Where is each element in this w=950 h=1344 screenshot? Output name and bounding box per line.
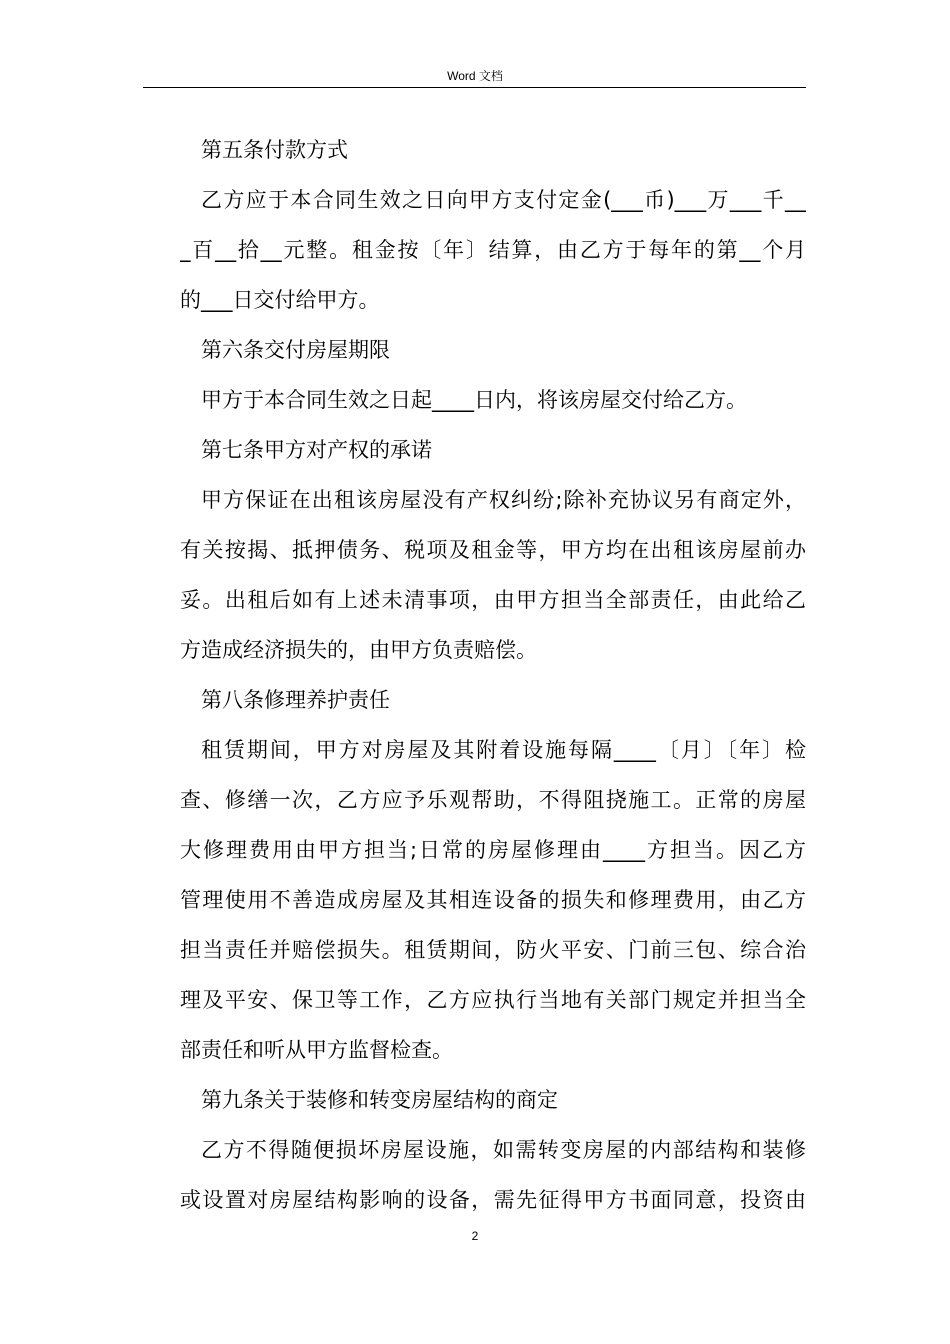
text-line: 租赁期间，甲方对房屋及其附着设施每隔____〔月〕〔年〕检 xyxy=(201,738,806,762)
text-line: 大修理费用由甲方担当;日常的房屋修理由____方担当。因乙方 xyxy=(180,838,806,862)
document-body xyxy=(180,125,806,1225)
text-line: 第九条关于装修和转变房屋结构的商定 xyxy=(201,1088,558,1112)
text-line: 甲方保证在出租该房屋没有产权纠纷;除补充协议另有商定外， xyxy=(201,488,806,512)
text-line: 第六条交付房屋期限 xyxy=(201,338,390,362)
text-line: 或设置对房屋结构影响的设备，需先征得甲方书面同意，投资由 xyxy=(180,1188,806,1212)
text-line: 第八条修理养护责任 xyxy=(201,688,390,712)
text-line: 的___日交付给甲方。 xyxy=(180,288,380,312)
text-line: 第五条付款方式 xyxy=(201,138,348,162)
text-line: 担当责任并赔偿损失。租赁期间，防火平安、门前三包、综合治 xyxy=(180,938,806,962)
text-line: 乙方不得随便损坏房屋设施，如需转变房屋的内部结构和装修 xyxy=(201,1138,806,1162)
text-line: 乙方应于本合同生效之日向甲方支付定金(___币)___万___千__ xyxy=(201,188,806,212)
text-line: 方造成经济损失的，由甲方负责赔偿。 xyxy=(180,638,537,662)
text-line: 有关按揭、抵押债务、税项及租金等，甲方均在出租该房屋前办 xyxy=(180,538,806,562)
text-line: 查、修缮一次，乙方应予乐观帮助，不得阻挠施工。正常的房屋 xyxy=(180,788,806,812)
text-line: 理及平安、保卫等工作，乙方应执行当地有关部门规定并担当全 xyxy=(180,988,806,1012)
text-line: 妥。出租后如有上述未清事项，由甲方担当全部责任，由此给乙 xyxy=(180,588,806,612)
text-line: 部责任和听从甲方监督检查。 xyxy=(180,1038,453,1062)
page-number: 2 xyxy=(471,1229,479,1243)
text-line: 第七条甲方对产权的承诺 xyxy=(201,438,432,462)
header-divider xyxy=(143,87,806,88)
text-line: 管理使用不善造成房屋及其相连设备的损失和修理费用，由乙方 xyxy=(180,888,806,912)
text-line: _百__拾__元整。租金按〔年〕结算，由乙方于每年的第__个月 xyxy=(180,238,806,262)
document-header-title: Word 文档 xyxy=(447,69,503,83)
text-line: 甲方于本合同生效之日起____日内，将该房屋交付给乙方。 xyxy=(201,388,747,412)
